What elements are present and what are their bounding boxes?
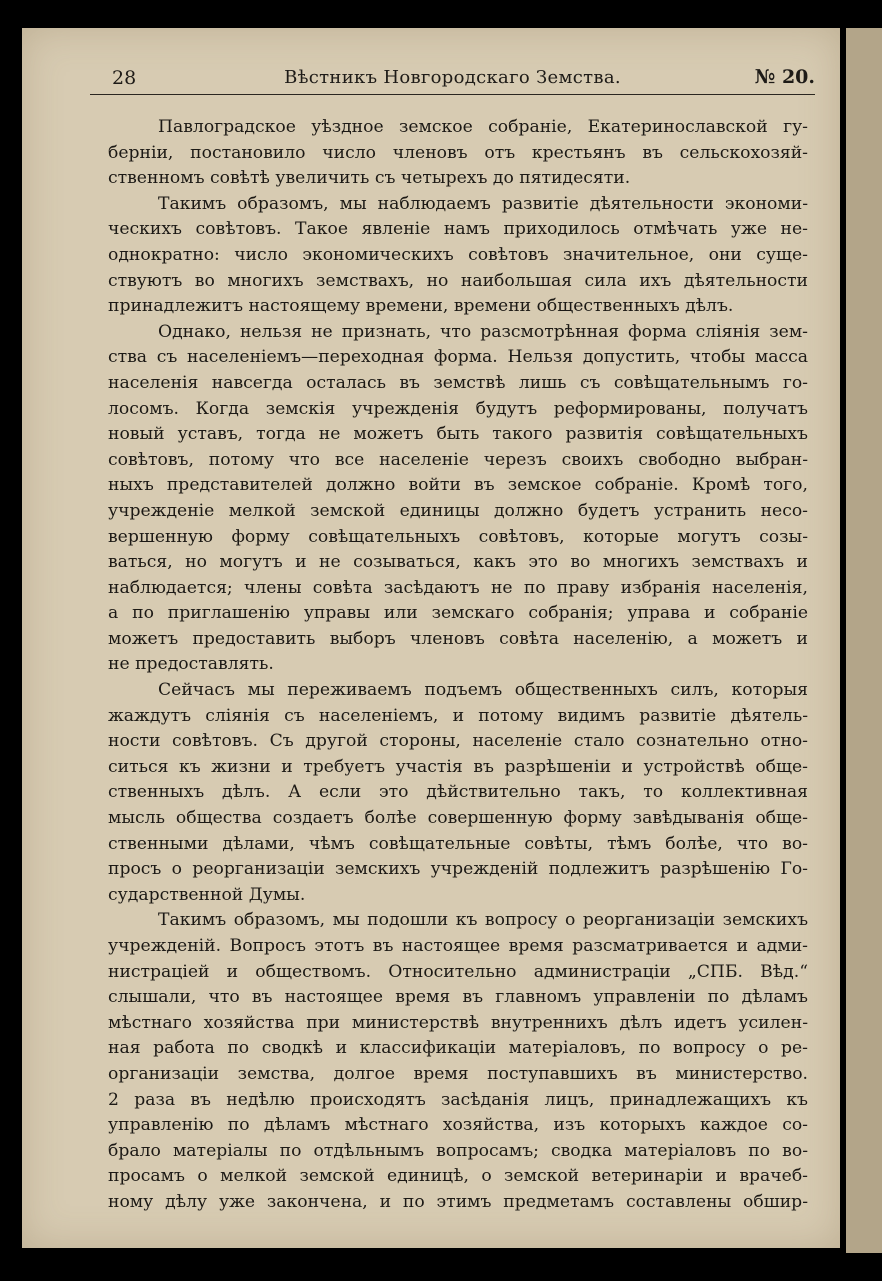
text-line: просъ о реорганизаціи земскихъ учрежденій подлежитъ разрѣшенію Го- <box>108 859 808 880</box>
text-line: организаціи земства, долгое время поступавшихъ въ министерство. <box>108 1063 808 1084</box>
text-line: ственныхъ дѣлъ. А если это дѣйствительно такъ, то коллективная <box>108 782 808 803</box>
text-line: жаждутъ слiянія съ населеніемъ, и потому видимъ развитіе дѣятель- <box>108 705 808 726</box>
text-line: Такимъ образомъ, мы наблюдаемъ развитіе дѣятельности экономи- <box>158 193 808 214</box>
text-line: слышали, что въ настоящее время въ главномъ управленіи по дѣламъ <box>108 987 808 1008</box>
text-line: мысль общества создаетъ болѣе совершенную форму завѣдыванія обще- <box>108 808 808 829</box>
text-line: ситься къ жизни и требуетъ участія въ разрѣшеніи и устройствѣ обще- <box>108 756 808 777</box>
text-line: ности совѣтовъ. Съ другой стороны, населеніе стало сознательно отно- <box>108 731 808 752</box>
text-line: вершенную форму совѣщательныхъ совѣтовъ, которые могутъ созы- <box>108 526 808 547</box>
text-line: Однако, нельзя не признать, что разсмотрѣнная форма слiянія зем- <box>158 321 808 342</box>
text-line: просамъ о мелкой земской единицѣ, о земской ветеринаріи и врачеб- <box>108 1166 808 1187</box>
text-line: ства съ населеніемъ—переходная форма. Нельзя допустить, чтобы масса <box>108 347 808 368</box>
text-line: можетъ предоставить выборъ членовъ совѣта населенію, а можетъ и <box>108 628 808 649</box>
text-line: ваться, но могутъ и не созываться, какъ это во многихъ земствахъ и <box>108 552 808 573</box>
text-line: сударственной Думы. <box>108 884 306 905</box>
page-header <box>90 64 815 95</box>
text-line: брало матеріалы по отдѣльнымъ вопросамъ; сводка матеріаловъ по во- <box>108 1140 808 1161</box>
text-line: совѣтовъ, потому что все населеніе черезъ своихъ свободно выбран- <box>108 449 808 470</box>
text-line: лосомъ. Когда земскія учрежденія будутъ реформированы, получатъ <box>108 398 808 419</box>
text-line: ственномъ совѣтѣ увеличить съ четырехъ до пятидесяти. <box>108 168 631 189</box>
text-line: Сейчасъ мы переживаемъ подъемъ общественныхъ силъ, которыя <box>158 680 808 701</box>
journal-title: Вѣстникъ Новгородскаго Земства. <box>284 67 621 88</box>
page-number: 28 <box>112 67 137 89</box>
text-line: ныхъ представителей должно войти въ земское собраніе. Кромѣ того, <box>108 475 808 496</box>
text-line: ствуютъ во многихъ земствахъ, но наибольшая сила ихъ дѣятельности <box>108 270 808 291</box>
text-line: ная работа по сводкѣ и классификаціи матеріаловъ, по вопросу о ре- <box>108 1038 808 1059</box>
body-text <box>108 115 808 1216</box>
issue-number: № 20. <box>754 66 815 88</box>
text-line: населенія навсегда осталась въ земствѣ лишь съ совѣщательнымъ го- <box>108 372 808 393</box>
text-line: Павлоградское уѣздное земское собраніе, Екатеринославской гу- <box>158 117 808 137</box>
text-line: наблюдается; члены совѣта засѣдаютъ не по праву избранія населенія, <box>108 577 808 598</box>
adjacent-page-edge <box>846 28 882 1253</box>
text-line: учрежденіе мелкой земской единицы должно будетъ устранить несо- <box>108 500 808 521</box>
text-line: а по приглашенію управы или земскаго собранія; управа и собраніе <box>108 603 808 624</box>
text-line: учрежденій. Вопросъ этотъ въ настоящее время разсматривается и адми- <box>108 936 808 956</box>
text-line: ственными дѣлами, чѣмъ совѣщательные совѣты, тѣмъ болѣе, что во- <box>108 833 808 854</box>
text-line: Такимъ образомъ, мы подошли къ вопросу о реорганизаціи земскихъ <box>158 910 808 931</box>
text-line: новый уставъ, тогда не можетъ быть такого развитія совѣщательныхъ <box>108 424 808 445</box>
text-line: однократно: число экономическихъ совѣтовъ значительное, они суще- <box>108 244 808 265</box>
text-line: ческихъ совѣтовъ. Такое явленіе намъ приходилось отмѣчать уже не- <box>108 219 808 240</box>
text-line: управленію по дѣламъ мѣстнаго хозяйства, изъ которыхъ каждое со- <box>108 1115 808 1136</box>
text-line: принадлежитъ настоящему времени, времени общественныхъ дѣлъ. <box>108 296 734 317</box>
text-line: берніи, постановило число членовъ отъ крестьянъ въ сельскохозяй- <box>108 142 808 163</box>
text-line: ному дѣлу уже закончена, и по этимъ предметамъ составлены обшир- <box>108 1191 808 1212</box>
text-line: не предоставлять. <box>108 654 274 675</box>
text-line: мѣстнаго хозяйства при министерствѣ внутреннихъ дѣлъ идетъ усилен- <box>108 1012 808 1033</box>
text-line: 2 раза въ недѣлю происходятъ засѣданія лицъ, принадлежащихъ къ <box>108 1089 808 1110</box>
text-line: нистраціей и обществомъ. Относительно администраціи „СПБ. Вѣд.“ <box>108 961 808 982</box>
